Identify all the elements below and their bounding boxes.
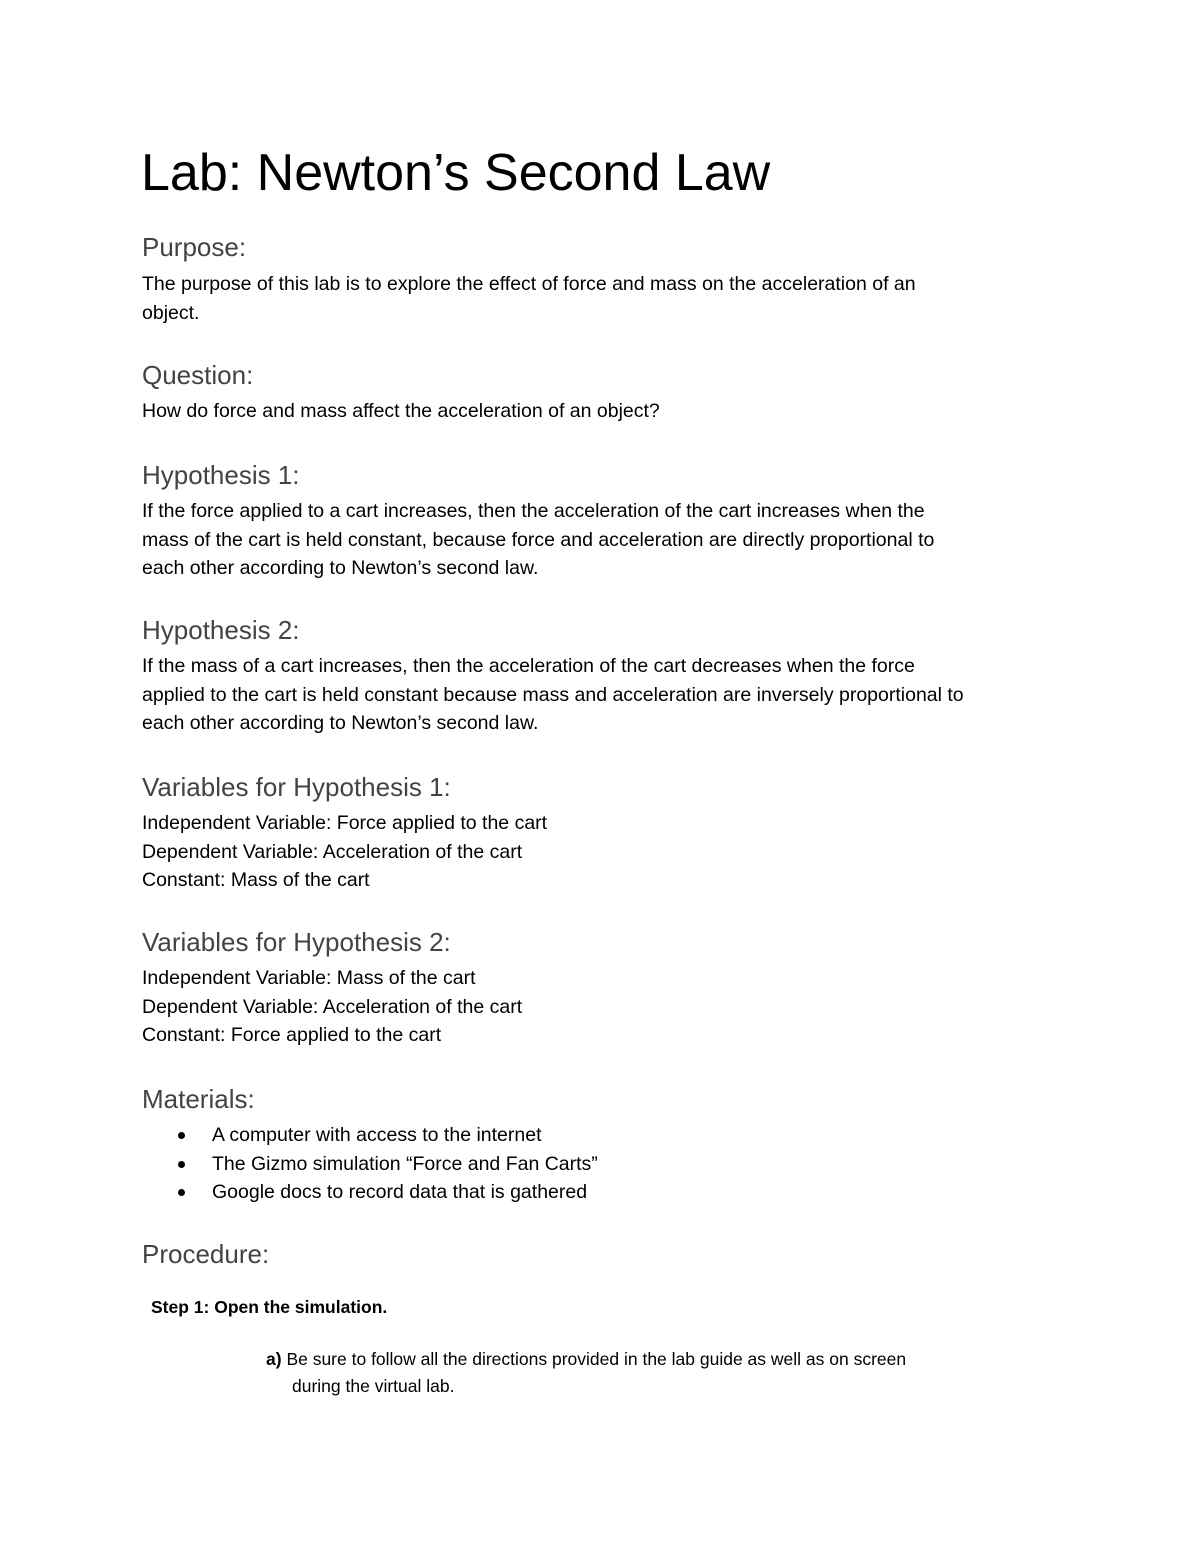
list-item-text: A computer with access to the internet bbox=[212, 1124, 542, 1146]
purpose-line: The purpose of this lab is to explore the effect of force and mass on the acceleration of an bbox=[142, 273, 916, 295]
hypothesis-2-line: applied to the cart is held constant because mass and acceleration are inversely proportional to bbox=[142, 683, 964, 706]
variables-1-list bbox=[142, 809, 547, 895]
list-item-text: Google docs to record data that is gathered bbox=[212, 1181, 588, 1204]
bullet-icon bbox=[178, 1132, 185, 1139]
question-text bbox=[142, 397, 660, 426]
document-title: Lab: Newton’s Second Law bbox=[141, 144, 771, 202]
hypothesis-1-line: each other according to Newton’s second law. bbox=[142, 557, 539, 580]
list-item-text: The Gizmo simulation “Force and Fan Carts” bbox=[212, 1152, 598, 1175]
variables-2-heading: Variables for Hypothesis 2: bbox=[142, 927, 451, 957]
substep-letter: a) bbox=[266, 1349, 282, 1369]
constant-2: Constant: Force applied to the cart bbox=[142, 1024, 442, 1047]
constant-1: Constant: Mass of the cart bbox=[142, 869, 370, 892]
hypothesis-1-text bbox=[142, 497, 934, 583]
dependent-variable-1: Dependent Variable: Acceleration of the cart bbox=[142, 840, 523, 863]
step-1-substep-a bbox=[266, 1346, 906, 1400]
hypothesis-2-line: each other according to Newton’s second law. bbox=[142, 712, 539, 735]
independent-variable-2: Independent Variable: Mass of the cart bbox=[142, 967, 476, 989]
materials-heading: Materials: bbox=[142, 1084, 255, 1114]
variables-2-list bbox=[142, 964, 522, 1050]
hypothesis-2-heading: Hypothesis 2: bbox=[142, 615, 300, 645]
bullet-icon bbox=[178, 1189, 185, 1196]
bullet-icon bbox=[178, 1161, 185, 1168]
variables-1-heading: Variables for Hypothesis 1: bbox=[142, 772, 451, 802]
purpose-heading: Purpose: bbox=[142, 232, 247, 262]
dependent-variable-2: Dependent Variable: Acceleration of the cart bbox=[142, 995, 523, 1018]
hypothesis-1-heading: Hypothesis 1: bbox=[142, 460, 300, 490]
purpose-line: object. bbox=[142, 301, 200, 324]
substep-text-line-1: Be sure to follow all the directions provided in the lab guide as well as on screen bbox=[286, 1349, 907, 1369]
substep-text-line-2: during the virtual lab. bbox=[292, 1376, 455, 1396]
hypothesis-1-line: If the force applied to a cart increases, then the acceleration of the cart increases when the bbox=[142, 500, 925, 522]
hypothesis-2-text bbox=[142, 652, 964, 738]
hypothesis-1-line: mass of the cart is held constant, because force and acceleration are directly proportional to bbox=[142, 528, 935, 551]
step-1-title: Step 1: Open the simulation. bbox=[151, 1297, 388, 1317]
independent-variable-1: Independent Variable: Force applied to the cart bbox=[142, 812, 548, 834]
procedure-heading: Procedure: bbox=[142, 1239, 270, 1269]
hypothesis-2-line: If the mass of a cart increases, then the acceleration of the cart decreases when the force bbox=[142, 655, 915, 677]
question-line: How do force and mass affect the acceleration of an object? bbox=[142, 400, 660, 422]
question-heading: Question: bbox=[142, 360, 254, 390]
purpose-text bbox=[142, 270, 916, 327]
